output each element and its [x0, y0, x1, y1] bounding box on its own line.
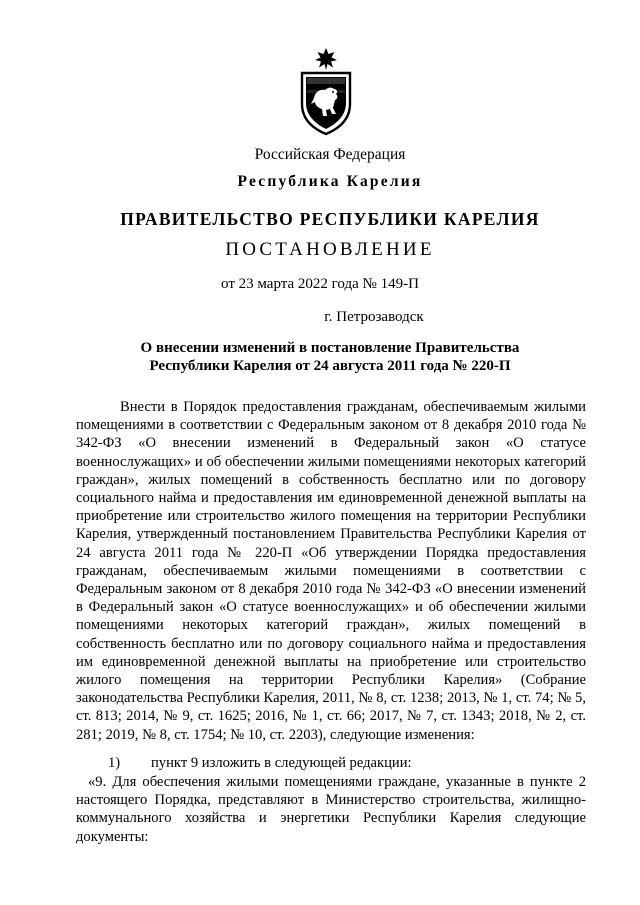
- document-title-line-1: О внесении изменений в постановление Правительства: [140, 340, 520, 356]
- republic-name: Республика Карелия: [237, 173, 423, 190]
- body-paragraph: Внести в Порядок предоставления гражданам, обеспечиваемым жилыми помещениями в соответствии с Федеральным законом от 8 декабря 2010 года № 342-ФЗ «О внесении изменений в Федеральный закон «О статусе военнослужащих» и об обеспечении жилыми помещениями некоторых категорий граждан», жилых помещений в собственность бесплатно или по договору социального найма и предоставления им единовременной денежной выплаты на приобретение или строительство жилого помещения на территории Республики Карелия, утвержденный постановлением Правительства Республики Карелия от 24 августа 2011 года № 220-П «Об утверждении Порядка предоставления гражданам, обеспечиваемым жилыми помещениями в соответствии с Федеральным законом от 8 декабря 2010 года № 342-ФЗ «О внесении изменений в Федеральный закон «О статусе военнослужащих» и об обеспечении жилыми помещениями некоторых категорий граждан», жилых помещений в собственность бесплатно или по договору социального найма и предоставления им единовременной денежной выплаты на приобретение или строительство жилого помещения на территории Республики Карелия» (Собрание законодательства Республики Карелия, 2011, № 8, ст. 1238; 2013, № 1, ст. 74; № 5, ст. 813; 2014, № 9, ст. 1625; 2016, № 1, ст. 66; 2017, № 7, ст. 1343; 2018, № 2, ст. 281; 2019, № 8, ст. 1754; № 10, ст. 2203), следующие изменения:: [76, 399, 586, 743]
- country-name: Российская Федерация: [254, 146, 406, 163]
- date-number-line: от 23 марта 2022 года № 149-П: [221, 276, 419, 292]
- government-name: ПРАВИТЕЛЬСТВО РЕСПУБЛИКИ КАРЕЛИЯ: [120, 209, 540, 229]
- karelia-coat-of-arms-icon: [297, 46, 355, 136]
- list-item-text: пункт 9 изложить в следующей редакции:: [151, 755, 412, 771]
- document-type: ПОСТАНОВЛЕНИЕ: [225, 239, 435, 260]
- document-title-line-2: Республики Карелия от 24 августа 2011 года № 220-П: [149, 358, 511, 374]
- city-name: г. Петрозаводск: [324, 309, 424, 325]
- list-item: [76, 754, 586, 772]
- quoted-paragraph: «9. Для обеспечения жилыми помещениями граждане, указанные в пункте 2 настоящего Порядка, представляют в Министерство строительства, жилищно-коммунального хозяйства и энергетики Республики Карелия следующие документы:: [76, 774, 586, 845]
- list-item-number: 1): [108, 755, 121, 771]
